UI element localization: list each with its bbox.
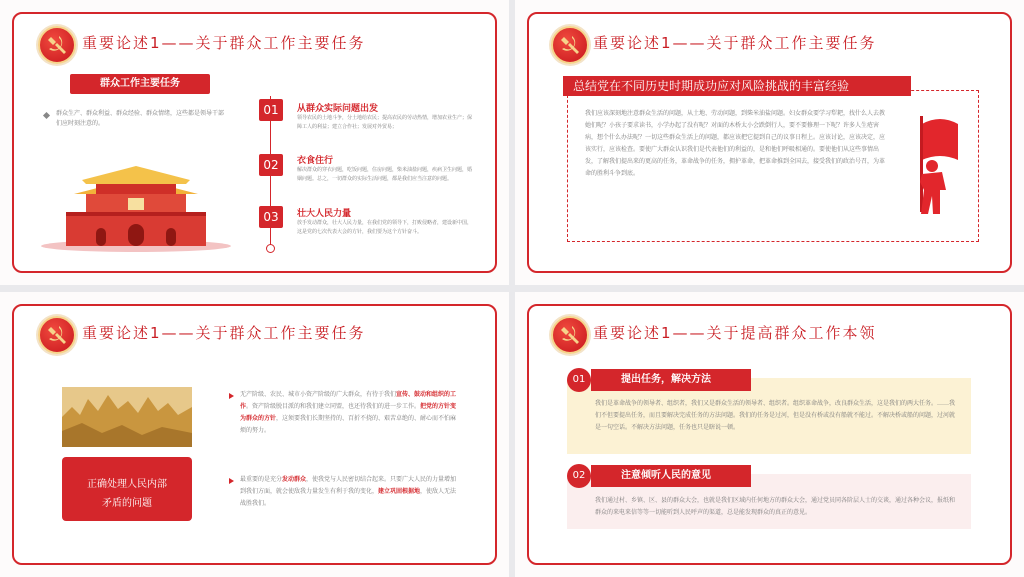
slide-3-box-line2: 矛盾的问题 <box>102 498 152 509</box>
item-number-badge: 01 <box>259 99 283 121</box>
item-body: 我们通过村、乡镇、区、县的群众大会，也就是我们区域内任何地方的群众大会，通过党员同各阶层人士的交谈，通过各种会议，报纸和群众的来电来信等等一切能听到人民呼声的渠道，总是能发现群众的真正的意见。 <box>595 497 956 516</box>
party-emblem-icon <box>551 316 589 354</box>
flag-bearer-silhouette <box>900 110 960 216</box>
para-text: 最重要的是充分 <box>240 476 283 483</box>
monument-sculpture-image <box>62 387 192 447</box>
item-heading-tab <box>591 465 751 487</box>
item-number-badge: 02 <box>259 154 283 176</box>
item-number-badge: 03 <box>259 206 283 228</box>
slide-3-para-1 <box>240 389 460 437</box>
item-heading: 壮大人民力量 <box>297 209 352 219</box>
item-number-circle: 02 <box>567 464 591 488</box>
item-heading: 注意倾听人民的意见 <box>621 470 711 481</box>
item-body: 领导农民的土地斗争，分土地给农民；提高农民的劳动热情，增加农业生产；保障工人的利益；建立合作社；发展对外贸易； <box>297 115 473 130</box>
slide-3-box-line1: 正确处理人民内部 <box>87 479 167 490</box>
party-emblem-icon <box>38 26 76 64</box>
slide-2-body: 我们应该深刻地注意群众生活的问题，从土地、劳动问题，到柴米油盐问题。妇女群众要学习犁耙，找什么人去教她们呢？小孩子要求读书，小学办起了没有呢？对面的木桥太小会跌倒行人，要不要修理一下呢？许多人生疮害病，想个什么办法呢？一切这些群众生活上的问题，都应该把它提到自己的议事日程上。应该讨论，应该决定，应该实行，应该检查。要使广大群众认识我们是代表他们的利益的，是和他们呼吸相通的。要使他们从这些事情出发，了解我们提出来的更高的任务，革命战争的任务，拥护革命，把革命推到全国去，接受我们的政治号召，为革命的胜利斗争到底。 <box>585 110 886 177</box>
slide-4[interactable] <box>515 292 1024 577</box>
item-body: 解决群众的穿衣问题，吃饭问题，住房问题，柴米油盐问题，疾病卫生问题，婚姻问题。总之，一切群众的实际生活问题，都是我们应当注意的问题。 <box>297 167 473 182</box>
slide-1-intro: 群众生产、群众利益、群众经验、群众情绪，这些都是领导干部们应时刻注意的。 <box>56 110 225 127</box>
slide-2-banner-text: 总结党在不同历史时期成功应对风险挑战的丰富经验 <box>573 79 850 93</box>
party-emblem-icon <box>38 316 76 354</box>
slide-1-banner-text: 群众工作主要任务 <box>100 78 180 89</box>
red-triangle-bullet-icon <box>229 393 234 399</box>
para-text: ，使敌人无法战胜我们。 <box>240 488 457 507</box>
slide-2[interactable] <box>515 0 1024 285</box>
item-heading: 提出任务，解决方法 <box>621 374 711 385</box>
para-text: 。资产阶级脱目派的和我们建立同盟，也还待我们的进一步工作。 <box>246 403 421 410</box>
item-number-circle: 01 <box>567 368 591 392</box>
slide-1-banner <box>70 74 210 94</box>
slide-3-para-2 <box>240 474 460 510</box>
item-heading: 从群众实际问题出发 <box>297 104 379 114</box>
tiananmen-illustration <box>36 160 236 252</box>
slide-2-title: 重要论述1——关于群众工作主要任务 <box>593 34 877 52</box>
item-heading: 衣食住行 <box>297 156 334 166</box>
para-text: 无产阶级、农民、城市小资产阶级的广大群众，有待于我们 <box>240 391 397 398</box>
red-triangle-bullet-icon <box>229 478 234 484</box>
item-heading-tab <box>591 369 751 391</box>
party-emblem-icon <box>551 26 589 64</box>
para-highlight: 宣传、鼓动和组织的工作 <box>240 391 457 410</box>
slide-3-red-box <box>62 457 192 521</box>
slide-1-title: 重要论述1——关于群众工作主要任务 <box>82 34 366 52</box>
slide-1[interactable] <box>0 0 509 285</box>
item-body: 我们是革命战争的领导者、组织者，我们又是群众生活的领导者、组织者。组织革命战争，改良群众生活，这是我们的两大任务。……我们不但要提出任务，而且要解决完成任务的方法问题。我们的任务是过河，但是没有桥或没有船就不能过。不解决桥或船的问题，过河就是一句空话。不解决方法问题，任务也只是瞎说一顿。 <box>595 400 956 431</box>
para-highlight: 发动群众 <box>282 476 307 483</box>
slide-3-title: 重要论述1——关于群众工作主要任务 <box>82 324 366 342</box>
para-text: ，使我党与人民密切结合起来。只要广大人民的力量增加到我们方面，就会使敌我力量发生有利于我的变化， <box>240 476 457 495</box>
timeline-end-dot <box>266 244 275 253</box>
slide-2-banner <box>563 76 911 96</box>
para-highlight: 建立巩固根据地 <box>378 488 421 495</box>
slide-3[interactable] <box>0 292 509 577</box>
para-highlight: 把党的方针变为群众的方针 <box>240 403 457 422</box>
item-body: 放手发动群众，壮大人民力量，在我们党的领导下，打败侵略者，建设新中国，这是党的七次代表大会的方针，我们要为这个方针奋斗。 <box>297 220 473 235</box>
para-text: ，这须要我们长期坚持的、百折不挠的、艰苦卓绝的、耐心而不怕麻烦的努力。 <box>240 415 457 434</box>
slide-4-title: 重要论述1——关于提高群众工作本领 <box>593 324 877 342</box>
